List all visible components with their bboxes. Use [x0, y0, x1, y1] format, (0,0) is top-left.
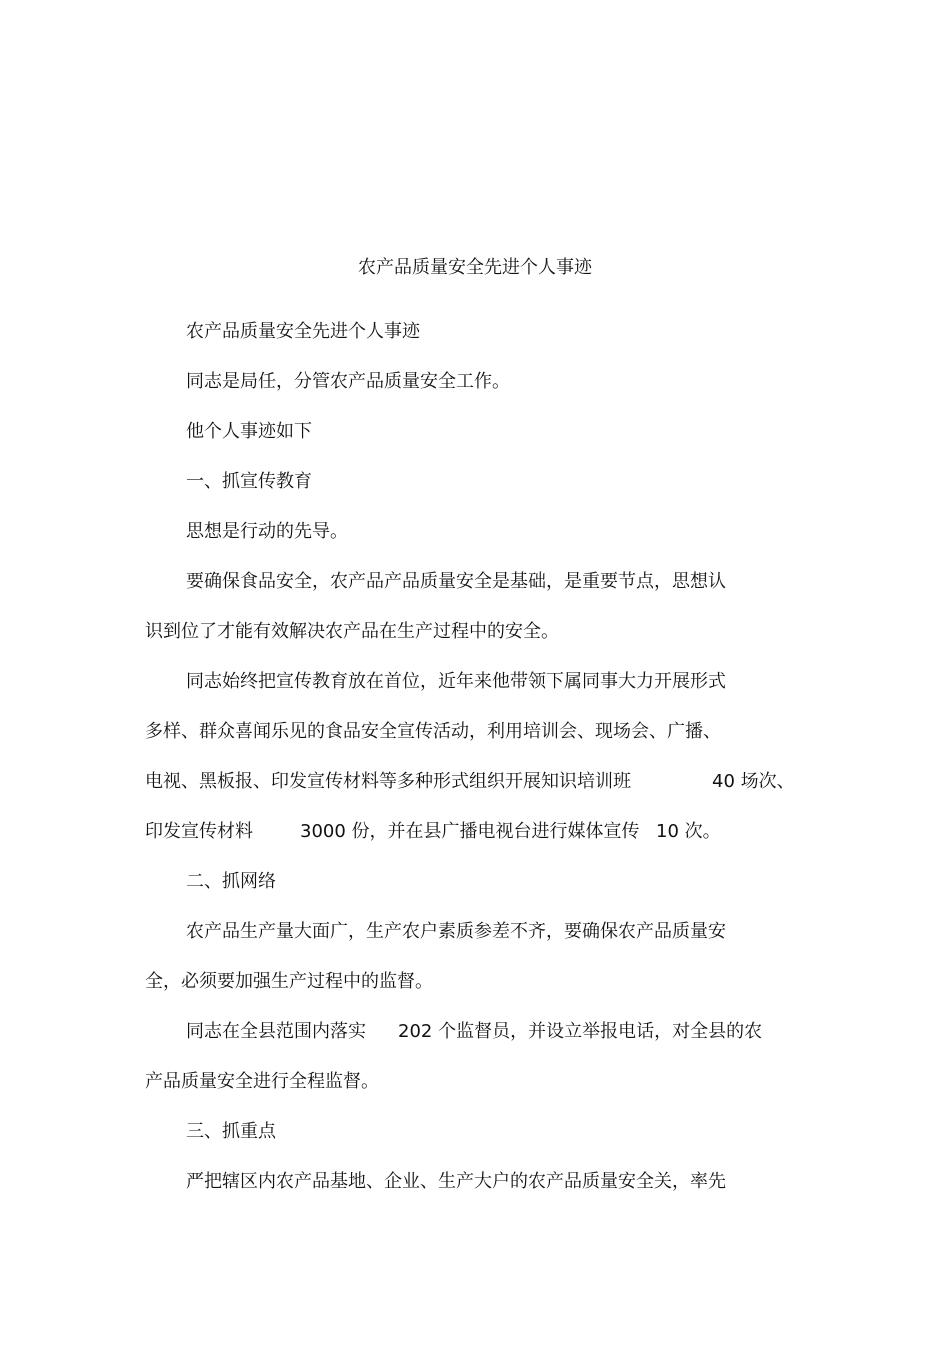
paragraph-line: 多样、群众喜闻乐见的食品安全宣传活动，利用培训会、现场会、广播、 — [145, 721, 721, 742]
paragraph-line: 要确保食品安全，农产品产品质量安全是基础，是重要节点，思想认 — [186, 571, 726, 592]
materials-count-text: 3000 份，并在县广播电视台进行媒体宣传 — [300, 821, 640, 842]
training-count-text: 40 场次、 — [712, 771, 795, 792]
document-title: 农产品质量安全先进个人事迹 — [358, 257, 592, 278]
paragraph-intro: 同志是局任，分管农产品质量安全工作。 — [186, 371, 510, 392]
paragraph-lead: 他个人事迹如下 — [186, 421, 312, 442]
section-heading-1: 一、抓宣传教育 — [186, 471, 312, 492]
section-heading-2: 二、抓网络 — [186, 871, 276, 892]
paragraph-line: 印发宣传材料 — [145, 821, 253, 842]
paragraph-line: 产品质量安全进行全程监督。 — [145, 1071, 379, 1092]
section-heading-3: 三、抓重点 — [186, 1121, 276, 1142]
media-count-text: 10 次。 — [656, 821, 721, 842]
paragraph-line: 思想是行动的先导。 — [186, 521, 348, 542]
paragraph-line: 识到位了才能有效解决农产品在生产过程中的安全。 — [145, 621, 559, 642]
paragraph-subtitle: 农产品质量安全先进个人事迹 — [186, 321, 420, 342]
paragraph-line: 同志始终把宣传教育放在首位，近年来他带领下属同事大力开展形式 — [186, 671, 726, 692]
paragraph-line: 电视、黑板报、印发宣传材料等多种形式组织开展知识培训班 — [145, 771, 631, 792]
paragraph-line: 全，必须要加强生产过程中的监督。 — [145, 971, 433, 992]
paragraph-line: 严把辖区内农产品基地、企业、生产大户的农产品质量安全关，率先 — [186, 1171, 726, 1192]
paragraph-line: 同志在全县范围内落实 — [186, 1021, 366, 1042]
supervisor-count-text: 202 个监督员，并设立举报电话，对全县的农 — [398, 1021, 763, 1042]
paragraph-line: 农产品生产量大面广，生产农户素质参差不齐，要确保农产品质量安 — [186, 921, 726, 942]
